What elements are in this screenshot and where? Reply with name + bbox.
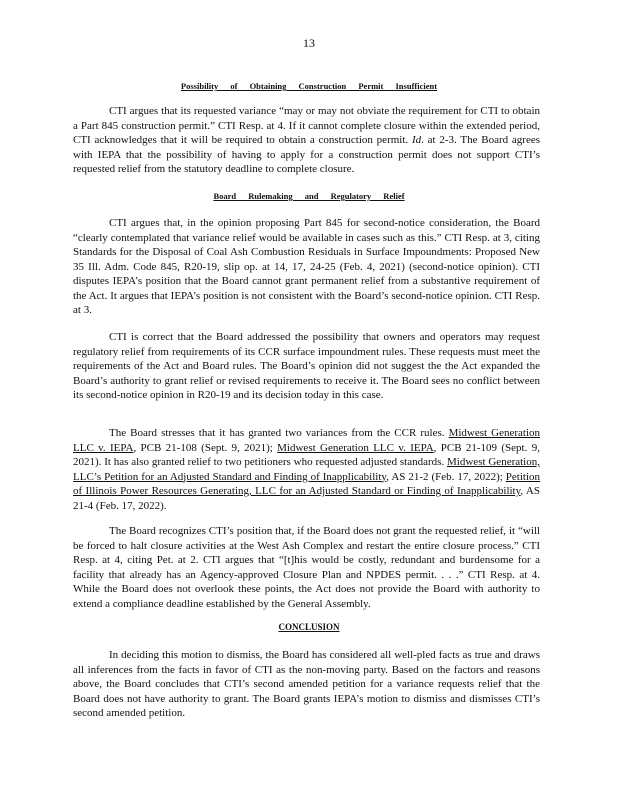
paragraph [73,648,540,721]
paragraph [73,330,540,403]
case-citation: Midwest Generation LLC v. IEPA [73,427,541,454]
text-run: The Board stresses that it has granted two variances from the CCR rules. [109,427,449,439]
text-run: CTI argues that, in the opinion proposing Part 845 for second-notice consideration, the Board “clearly contemplated that variance relief would be available in cases such as this.” CTI Resp. at 3, citing Standards for the Disposal of Coal Ash Combustion Residuals in Surface Impoundments: Proposed New 35 Ill. Adm. Code 845, R20-19, slip op. at 14, 17, 24-25 (Feb. 4, 2021) (second-notice opinion). CTI disputes IEPA’s position that the Board cannot grant permanent relief from a substantive requirement of the Act. It argues that IEPA’s position is not consistent with the Board’s second-notice opinion. CTI Resp. at 3. [73,217,540,316]
heading-board-rulemaking: Board Rulemaking and Regulatory Relief [213,191,405,201]
text-run: The Board recognizes CTI’s position that, if the Board does not grant the requested relief, it “will be forced to halt closure activities at the West Ash Complex and restart the entire closure process.” CTI Resp. at 4, citing Pet. at 2. CTI argues that “[t]his would be costly, redundant and burdensome for a facility that already has an Agency-approved Closure Plan and NPDES permit. . . .” CTI Resp. at 4. While the Board does not overlook these points, the Act does not provide the Board with authority to extend a compliance deadline established by the General Assembly. [73,525,540,610]
text-run: In deciding this motion to dismiss, the Board has considered all well-pled facts as true and draws all inferences from the facts in favor of CTI as the non-moving party. Based on the factors and reasons above, the Board concludes that CTI’s second amended petition for a variance requests relief that the Board does not have authority to grant. The Board grants IEPA’s motion to dismiss and dismisses CTI’s second amended petition. [73,649,540,719]
italic-citation: Id [411,134,422,146]
text-run: CTI is correct that the Board addressed the possibility that owners and operators may request regulatory relief from requirements of its CCR surface impoundment rules. These requests must meet the requirements of the Act and Board rules. The Board’s opinion did not suggest the the Act expanded the Board’s authority to grant relief or revised requirements to receive it. The Board sees no conflict between its second-notice opinion in R20-19 and its decision today in this case. [73,331,540,401]
case-citation: Midwest Generation, LLC’s Petition for an Adjusted Standard and Finding of Inapplicability [73,456,540,483]
case-citation: Petition of Illinois Power Resources Generating, LLC for an Adjusted Standard or Finding of Inapplicability [73,470,541,497]
paragraph [73,216,540,318]
text-run: , AS 21-2 (Feb. 17, 2022); [386,470,506,483]
text-run: CTI argues that its requested variance “may or may not obviate the requirement for CTI to obtain a Part 845 construction permit.” CTI Resp. at 4. If it cannot complete closure within the extended period, CTI acknowledges that it will be required to obtain a construction permit. [73,105,540,146]
text-run: , PCB 21-108 (Sept. 9, 2021); [133,441,278,454]
text-run: , PCB 21-109 (Sept. 9, 2021). It has also granted relief to two petitioners who requested adjusted standards. [73,441,540,468]
heading-construction-permit: Possibility of Obtaining Construction Permit Insufficient [180,81,438,91]
page-number: 13 [303,36,315,50]
heading-conclusion: CONCLUSION [278,622,340,632]
paragraph [73,426,540,513]
text-run: , AS 21-4 (Feb. 17, 2022). [73,485,540,512]
text-run: . at 2-3. The Board agrees with IEPA that the possibility of having to apply for a construction permit does not support CTI’s requested relief from the statutory deadline to complete closure. [73,134,540,175]
paragraph [73,104,540,177]
case-citation: Midwest Generation LLC v. IEPA [277,441,434,454]
paragraph [73,524,540,611]
